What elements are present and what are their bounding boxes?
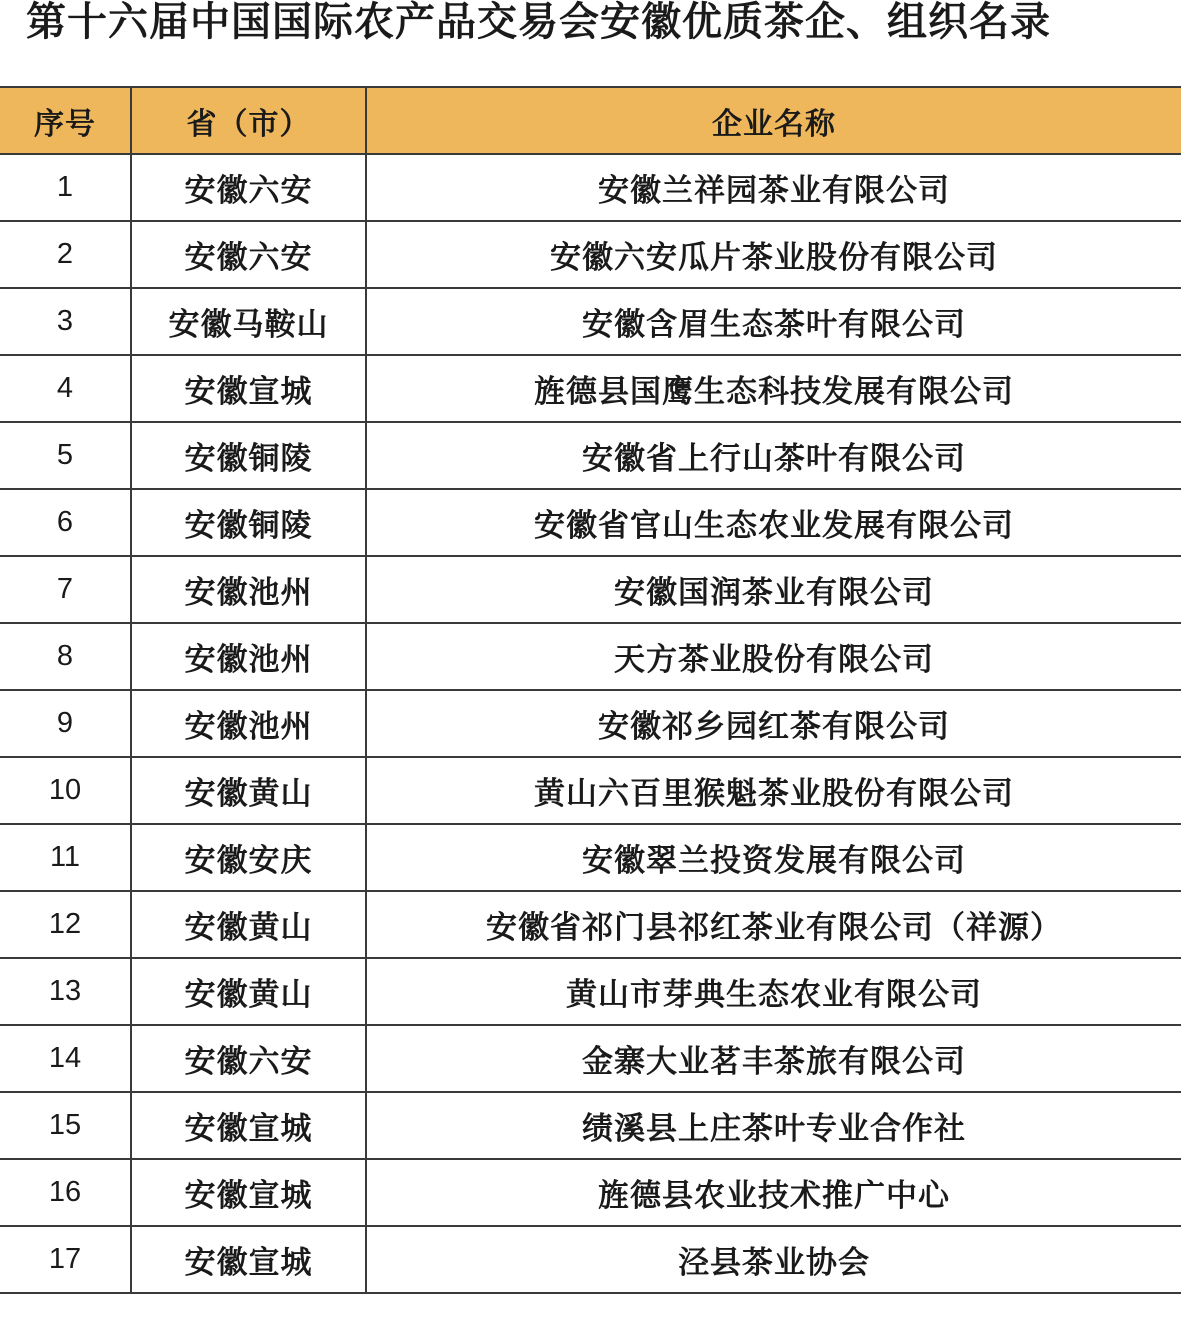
cell-index: 3 bbox=[0, 288, 131, 355]
cell-province: 安徽黄山 bbox=[131, 958, 366, 1025]
table-row bbox=[0, 288, 1181, 355]
cell-index: 15 bbox=[0, 1092, 131, 1159]
column-header-province: 省（市） bbox=[131, 87, 366, 154]
cell-province: 安徽六安 bbox=[131, 221, 366, 288]
column-header-company: 企业名称 bbox=[366, 87, 1181, 154]
cell-province: 安徽马鞍山 bbox=[131, 288, 366, 355]
table-row bbox=[0, 891, 1181, 958]
table-row bbox=[0, 422, 1181, 489]
cell-company: 泾县茶业协会 bbox=[366, 1226, 1181, 1293]
table-row bbox=[0, 556, 1181, 623]
cell-index: 9 bbox=[0, 690, 131, 757]
cell-province: 安徽宣城 bbox=[131, 1159, 366, 1226]
cell-company: 旌德县农业技术推广中心 bbox=[366, 1159, 1181, 1226]
cell-company: 天方茶业股份有限公司 bbox=[366, 623, 1181, 690]
cell-index: 12 bbox=[0, 891, 131, 958]
table-row bbox=[0, 824, 1181, 891]
header-row bbox=[0, 87, 1181, 154]
table-body bbox=[0, 154, 1181, 1293]
table-row bbox=[0, 1159, 1181, 1226]
cell-company: 安徽含眉生态茶叶有限公司 bbox=[366, 288, 1181, 355]
cell-province: 安徽宣城 bbox=[131, 1226, 366, 1293]
table-row bbox=[0, 1092, 1181, 1159]
cell-company: 绩溪县上庄茶叶专业合作社 bbox=[366, 1092, 1181, 1159]
cell-index: 4 bbox=[0, 355, 131, 422]
table-row bbox=[0, 1025, 1181, 1092]
table-row bbox=[0, 355, 1181, 422]
cell-company: 金寨大业茗丰茶旅有限公司 bbox=[366, 1025, 1181, 1092]
cell-index: 7 bbox=[0, 556, 131, 623]
cell-company: 安徽省祁门县祁红茶业有限公司（祥源） bbox=[366, 891, 1181, 958]
cell-company: 安徽兰祥园茶业有限公司 bbox=[366, 154, 1181, 221]
table-row bbox=[0, 154, 1181, 221]
cell-index: 5 bbox=[0, 422, 131, 489]
table-row bbox=[0, 690, 1181, 757]
cell-province: 安徽黄山 bbox=[131, 891, 366, 958]
cell-province: 安徽六安 bbox=[131, 154, 366, 221]
cell-index: 1 bbox=[0, 154, 131, 221]
cell-province: 安徽黄山 bbox=[131, 757, 366, 824]
cell-province: 安徽六安 bbox=[131, 1025, 366, 1092]
cell-company: 安徽六安瓜片茶业股份有限公司 bbox=[366, 221, 1181, 288]
column-header-index: 序号 bbox=[0, 87, 131, 154]
table-row bbox=[0, 958, 1181, 1025]
cell-province: 安徽安庆 bbox=[131, 824, 366, 891]
table-row bbox=[0, 489, 1181, 556]
table-row bbox=[0, 1226, 1181, 1293]
cell-index: 16 bbox=[0, 1159, 131, 1226]
cell-company: 黄山六百里猴魁茶业股份有限公司 bbox=[366, 757, 1181, 824]
cell-index: 17 bbox=[0, 1226, 131, 1293]
cell-index: 8 bbox=[0, 623, 131, 690]
cell-company: 安徽省官山生态农业发展有限公司 bbox=[366, 489, 1181, 556]
table-row bbox=[0, 757, 1181, 824]
cell-company: 安徽省上行山茶叶有限公司 bbox=[366, 422, 1181, 489]
page-title: 第十六届中国国际农产品交易会安徽优质茶企、组织名录 bbox=[26, 0, 1051, 45]
cell-province: 安徽池州 bbox=[131, 623, 366, 690]
table-row bbox=[0, 623, 1181, 690]
cell-province: 安徽铜陵 bbox=[131, 422, 366, 489]
cell-company: 安徽翠兰投资发展有限公司 bbox=[366, 824, 1181, 891]
cell-index: 11 bbox=[0, 824, 131, 891]
company-directory-table bbox=[0, 86, 1181, 1294]
cell-province: 安徽池州 bbox=[131, 556, 366, 623]
table-header bbox=[0, 87, 1181, 154]
cell-company: 黄山市芽典生态农业有限公司 bbox=[366, 958, 1181, 1025]
cell-province: 安徽宣城 bbox=[131, 355, 366, 422]
cell-province: 安徽宣城 bbox=[131, 1092, 366, 1159]
cell-index: 13 bbox=[0, 958, 131, 1025]
cell-province: 安徽池州 bbox=[131, 690, 366, 757]
cell-index: 14 bbox=[0, 1025, 131, 1092]
table-row bbox=[0, 221, 1181, 288]
cell-index: 2 bbox=[0, 221, 131, 288]
cell-company: 安徽国润茶业有限公司 bbox=[366, 556, 1181, 623]
cell-index: 6 bbox=[0, 489, 131, 556]
cell-province: 安徽铜陵 bbox=[131, 489, 366, 556]
cell-company: 安徽祁乡园红茶有限公司 bbox=[366, 690, 1181, 757]
cell-company: 旌德县国鹰生态科技发展有限公司 bbox=[366, 355, 1181, 422]
cell-index: 10 bbox=[0, 757, 131, 824]
